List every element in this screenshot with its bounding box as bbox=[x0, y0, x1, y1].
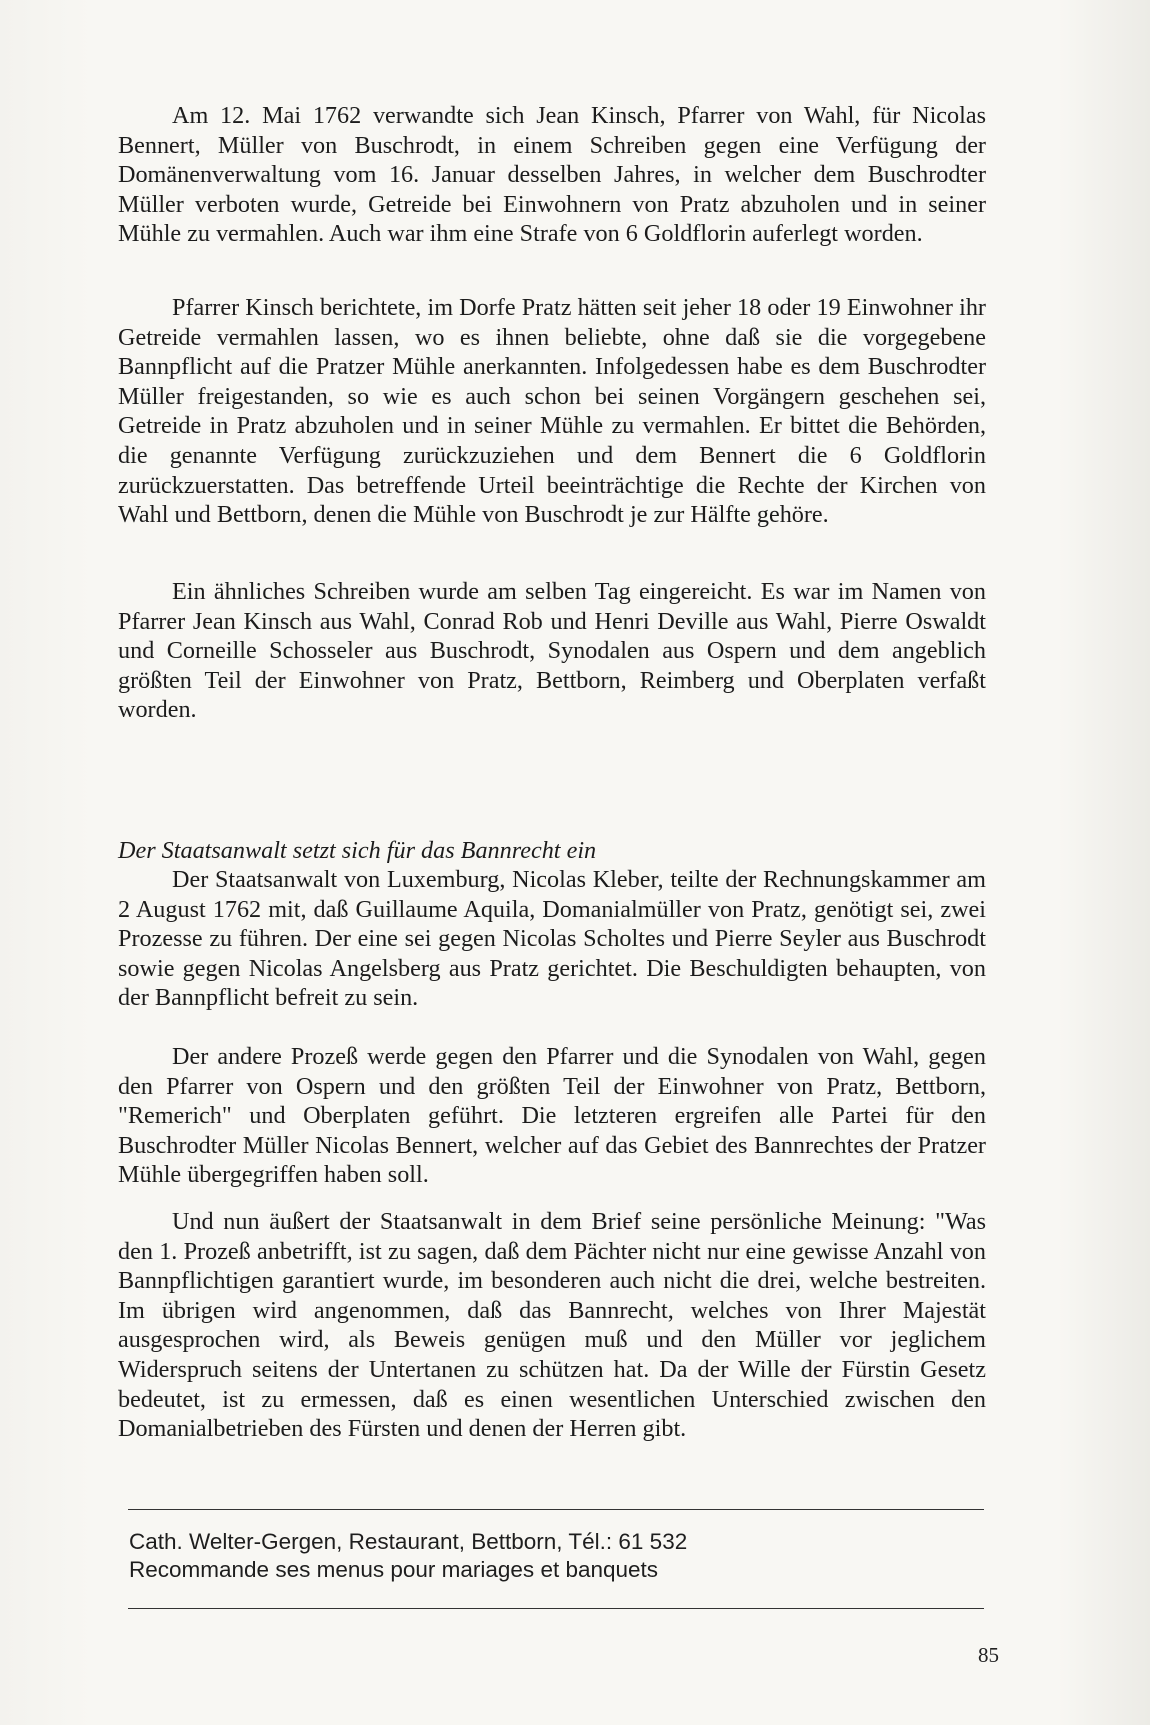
advertisement-line-1: Cath. Welter-Gergen, Restaurant, Bettborn, Tél.: 61 532 bbox=[129, 1529, 688, 1554]
advertisement bbox=[129, 1528, 687, 1584]
body-paragraph bbox=[118, 865, 986, 1013]
paragraph-intro-1: Am 12. Mai 1762 verwandte sich Jean Kinsch, Pfarrer von Wahl, für Nicolas Bennert, Müller von Buschrodt, in einem Schreiben gegen eine Verfügung der Domänenverwaltung vom 16. Januar desselben Jahres, in welcher dem Buschrodter Müller verboten wurde, Getreide bei Einwohnern von Pratz abzuholen und in seiner Mühle zu vermahlen. Auch war ihm eine Strafe von 6 Goldflorin auferlegt worden. bbox=[118, 102, 986, 248]
section-heading: Der Staatsanwalt setzt sich für das Bannrecht ein bbox=[118, 837, 597, 864]
body-paragraph bbox=[118, 101, 986, 249]
advertisement-bottom-rule bbox=[128, 1608, 984, 1609]
page-number: 85 bbox=[978, 1643, 999, 1667]
body-paragraph bbox=[118, 1207, 986, 1444]
paragraph-intro-3: Ein ähnliches Schreiben wurde am selben Tag eingereicht. Es war im Namen von Pfarrer Jean Kinsch aus Wahl, Conrad Rob und Henri Deville aus Wahl, Pierre Oswaldt und Corneille Schosseler aus Buschrodt, Synodalen aus Ospern und dem angeblich größten Teil der Einwohner von Pratz, Bettborn, Reimberg und Oberplaten verfaßt worden. bbox=[118, 578, 986, 724]
body-paragraph bbox=[118, 293, 986, 530]
paragraph-section-1: Der Staatsanwalt von Luxemburg, Nicolas Kleber, teilte der Rechnungskammer am 2 August 1762 mit, daß Guillaume Aquila, Domanialmüller von Pratz, genötigt sei, zwei Prozesse zu führen. Der eine sei gegen Nicolas Scholtes und Pierre Seyler aus Buschrodt sowie gegen Nicolas Angelsberg aus Pratz gerichtet. Die Beschuldigten behaupten, von der Bannpflicht befreit zu sein. bbox=[118, 866, 986, 1012]
paragraph-intro-2: Pfarrer Kinsch berichtete, im Dorfe Pratz hätten seit jeher 18 oder 19 Einwohner ihr Getreide vermahlen lassen, wo es ihnen beliebte, ohne daß sie die vorgegebene Bannpflicht auf die Pratzer Mühle anerkannten. Infolgedessen habe es dem Buschrodter Müller freigestanden, so wie es auch schon bei seinen Vorgängern geschehen sei, Getreide in Pratz abzuholen und in seiner Mühle zu vermahlen. Er bittet die Behörden, die genannte Verfügung zurückzuziehen und dem Bennert die 6 Goldflorin zurückzuerstatten. Das betreffende Urteil beeinträchtige die Rechte der Kirchen von Wahl und Bettborn, denen die Mühle von Buschrodt je zur Hälfte gehöre. bbox=[118, 294, 986, 529]
paragraph-section-3: Und nun äußert der Staatsanwalt in dem Brief seine persönliche Meinung: "Was den 1. Prozeß anbetrifft, ist zu sagen, daß dem Pächter nicht nur eine gewisse Anzahl von Bannpflichtigen garantiert wurde, im besonderen auch nicht die drei, welche bestreiten. Im übrigen wird angenommen, daß das Bannrecht, welches von Ihrer Majestät ausgesprochen wird, als Beweis genügen muß und den Müller vor jeglichem Widerspruch seitens der Untertanen zu schützen hat. Da der Wille der Fürstin Gesetz bedeutet, ist zu ermessen, daß es einen wesentlichen Unterschied zwischen den Domanialbetrieben des Fürsten und denen der Herren gibt. bbox=[118, 1208, 986, 1443]
advertisement-line-2: Recommande ses menus pour mariages et banquets bbox=[129, 1557, 659, 1582]
advertisement-top-rule bbox=[128, 1509, 984, 1510]
body-paragraph bbox=[118, 1042, 986, 1190]
paragraph-section-2: Der andere Prozeß werde gegen den Pfarrer und die Synodalen von Wahl, gegen den Pfarrer von Ospern und den größten Teil der Einwohner von Pratz, Bettborn, "Remerich" und Oberplaten geführt. Die letzteren ergreifen alle Partei für den Buschrodter Müller Nicolas Bennert, welcher auf das Gebiet des Bannrechtes der Pratzer Mühle übergegriffen haben soll. bbox=[118, 1043, 986, 1189]
body-paragraph bbox=[118, 577, 986, 725]
